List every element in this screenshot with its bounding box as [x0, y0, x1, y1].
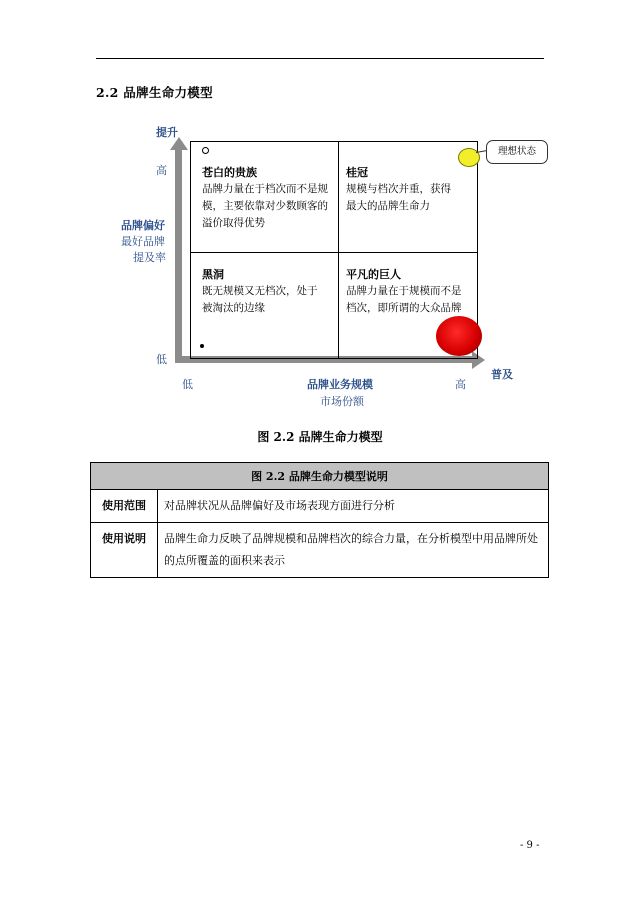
table-row-value: 品牌生命力反映了品牌规模和品牌档次的综合力量，在分析模型中用品牌所处的点所覆盖的面积来表示: [158, 523, 549, 578]
x-axis-sub: 市场份额: [320, 395, 364, 408]
quadrant-top-left-text: 品牌力量在于档次而不是规模，主要依靠对少数顾客的溢价取得优势: [202, 183, 328, 229]
table-row: [91, 490, 549, 523]
y-axis-sub1: 最好品牌: [121, 235, 165, 248]
quadrant-divider-horizontal: [190, 252, 478, 253]
quadrant-bottom-right-text: 品牌力量在于规模而不是档次，即所谓的大众品牌: [346, 285, 462, 314]
table-header: 图 2.2 品牌生命力模型说明: [91, 463, 549, 490]
quadrant-bottom-right-title: 平凡的巨人: [346, 268, 401, 281]
page-number: - 9 -: [520, 840, 540, 851]
x-axis-high-label: 高: [455, 378, 466, 391]
table-row-key: 使用说明: [91, 523, 158, 578]
header-rule: [96, 58, 544, 59]
ideal-state-callout: 理想状态: [486, 140, 548, 164]
y-axis-high-label: 高: [156, 164, 167, 177]
figure-caption: 图 2.2 品牌生命力模型: [257, 430, 383, 444]
quadrant-top-left-title: 苍白的贵族: [202, 166, 257, 179]
quadrant-top-right-text: 规模与档次并重，获得最大的品牌生命力: [346, 183, 451, 212]
table-row-key: 使用范围: [91, 490, 158, 523]
quadrant-bottom-left-text: 既无规模又无档次，处于被淘汰的边缘: [202, 285, 318, 314]
table-header-row: [91, 463, 549, 490]
table-row-value: 对品牌状况从品牌偏好及市场表现方面进行分析: [158, 490, 549, 523]
x-axis-title: 普及: [491, 368, 513, 381]
quadrant-top-right-title: 桂冠: [346, 166, 368, 179]
model-description-table: [90, 462, 549, 578]
black-hole-marker: [200, 344, 204, 348]
section-title: 2.2 品牌生命力模型: [96, 85, 213, 100]
table-row: [91, 523, 549, 578]
aristocrat-marker: [202, 147, 209, 154]
y-axis: [175, 148, 182, 360]
quadrant-bottom-left-title: 黑洞: [202, 268, 224, 281]
y-axis-name: 品牌偏好: [121, 219, 165, 232]
y-axis-sub2: 提及率: [133, 251, 166, 264]
ordinary-giant-marker: [436, 316, 482, 356]
x-axis-name: 品牌业务规模: [307, 378, 373, 391]
x-axis-low-label: 低: [182, 378, 193, 391]
y-axis-low-label: 低: [156, 353, 167, 366]
quadrant-divider-vertical: [338, 141, 339, 359]
y-axis-title: 提升: [156, 126, 178, 139]
